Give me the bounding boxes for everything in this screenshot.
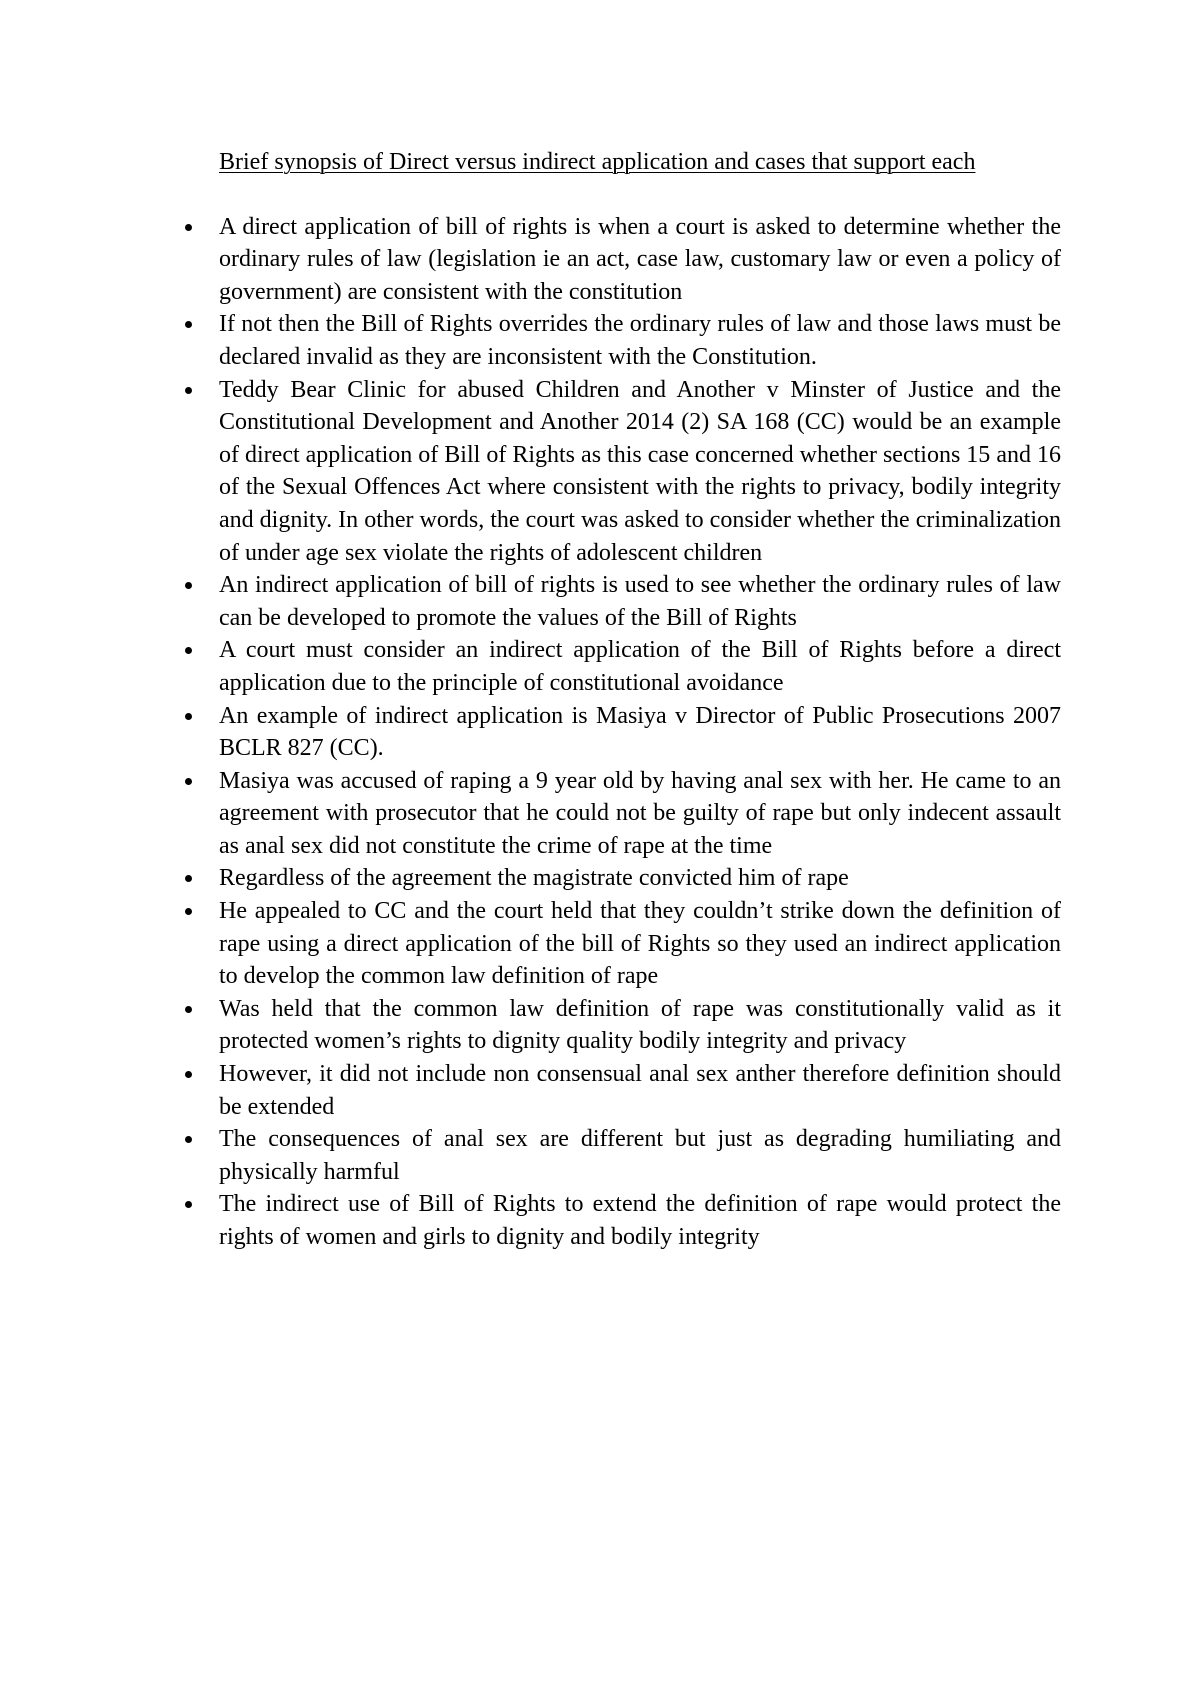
bullet-text: A direct application of bill of rights is when a court is asked to determine whether the ordinary rules of law (legislation ie an act, case law, customary law or even a policy of government) are consistent with the constitution	[219, 213, 1061, 305]
bullet-item	[219, 895, 1061, 993]
bullet-dot-icon	[185, 582, 192, 589]
document-body	[219, 146, 1061, 1254]
bullet-text: The consequences of anal sex are different but just as degrading humiliating and physically harmful	[219, 1126, 1061, 1185]
bullet-dot-icon	[185, 713, 192, 720]
bullet-dot-icon	[185, 875, 192, 882]
bullet-item	[219, 765, 1061, 863]
bullet-text: An example of indirect application is Masiya v Director of Public Prosecutions 2007 BCLR 827 (CC).	[219, 702, 1061, 762]
bullet-text: If not then the Bill of Rights overrides the ordinary rules of law and those laws must be declared invalid as they are inconsistent with the Constitution.	[219, 311, 1061, 370]
bullet-dot-icon	[185, 1136, 192, 1143]
bullet-item	[219, 993, 1061, 1058]
bullet-item	[219, 308, 1061, 373]
bullet-dot-icon	[185, 778, 192, 785]
bullet-text: However, it did not include non consensual anal sex anther therefore definition should be extended	[219, 1061, 1061, 1120]
bullet-dot-icon	[185, 321, 192, 328]
bullet-text: The indirect use of Bill of Rights to extend the definition of rape would protect the rights of women and girls to dignity and bodily integrity	[219, 1191, 1061, 1250]
bullet-item	[219, 1188, 1061, 1253]
bullet-dot-icon	[185, 1201, 192, 1208]
bullet-text: A court must consider an indirect application of the Bill of Rights before a direct application due to the principle of constitutional avoidance	[219, 637, 1061, 696]
bullet-item	[219, 700, 1061, 765]
bullet-text: An indirect application of bill of rights is used to see whether the ordinary rules of law can be developed to promote the values of the Bill of Rights	[219, 572, 1061, 631]
bullet-dot-icon	[185, 387, 192, 394]
bullet-dot-icon	[185, 908, 192, 915]
bullet-list	[219, 211, 1061, 1254]
bullet-text: He appealed to CC and the court held that they couldn’t strike down the definition of rape using a direct application of the bill of Rights so they used an indirect application to develop the common law definition of rape	[219, 898, 1061, 990]
document-title: Brief synopsis of Direct versus indirect application and cases that support each	[219, 149, 976, 175]
bullet-item	[219, 211, 1061, 309]
bullet-item	[219, 634, 1061, 699]
bullet-text: Teddy Bear Clinic for abused Children and Another v Minster of Justice and the Constitutional Development and Another 2014 (2) SA 168 (CC) would be an example of direct application of Bill of Rights as this case concerned whether sections 15 and 16 of the Sexual Offences Act where consistent with the rights to privacy, bodily integrity and dignity. In other words, the court was asked to consider whether the criminalization of under age sex violate the rights of adolescent children	[219, 376, 1061, 566]
bullet-dot-icon	[185, 1006, 192, 1013]
bullet-dot-icon	[185, 1071, 192, 1078]
bullet-item	[219, 374, 1061, 570]
bullet-item	[219, 1058, 1061, 1123]
bullet-text: Regardless of the agreement the magistrate convicted him of rape	[219, 865, 849, 892]
bullet-text: Was held that the common law definition of rape was constitutionally valid as it protected women’s rights to dignity quality bodily integrity and privacy	[219, 995, 1061, 1055]
bullet-text: Masiya was accused of raping a 9 year old by having anal sex with her. He came to an agreement with prosecutor that he could not be guilty of rape but only indecent assault as anal sex did not constitute the crime of rape at the time	[219, 767, 1061, 859]
bullet-dot-icon	[185, 647, 192, 654]
bullet-item	[219, 569, 1061, 634]
bullet-dot-icon	[185, 224, 192, 231]
bullet-item	[219, 1123, 1061, 1188]
bullet-item	[219, 862, 1061, 895]
